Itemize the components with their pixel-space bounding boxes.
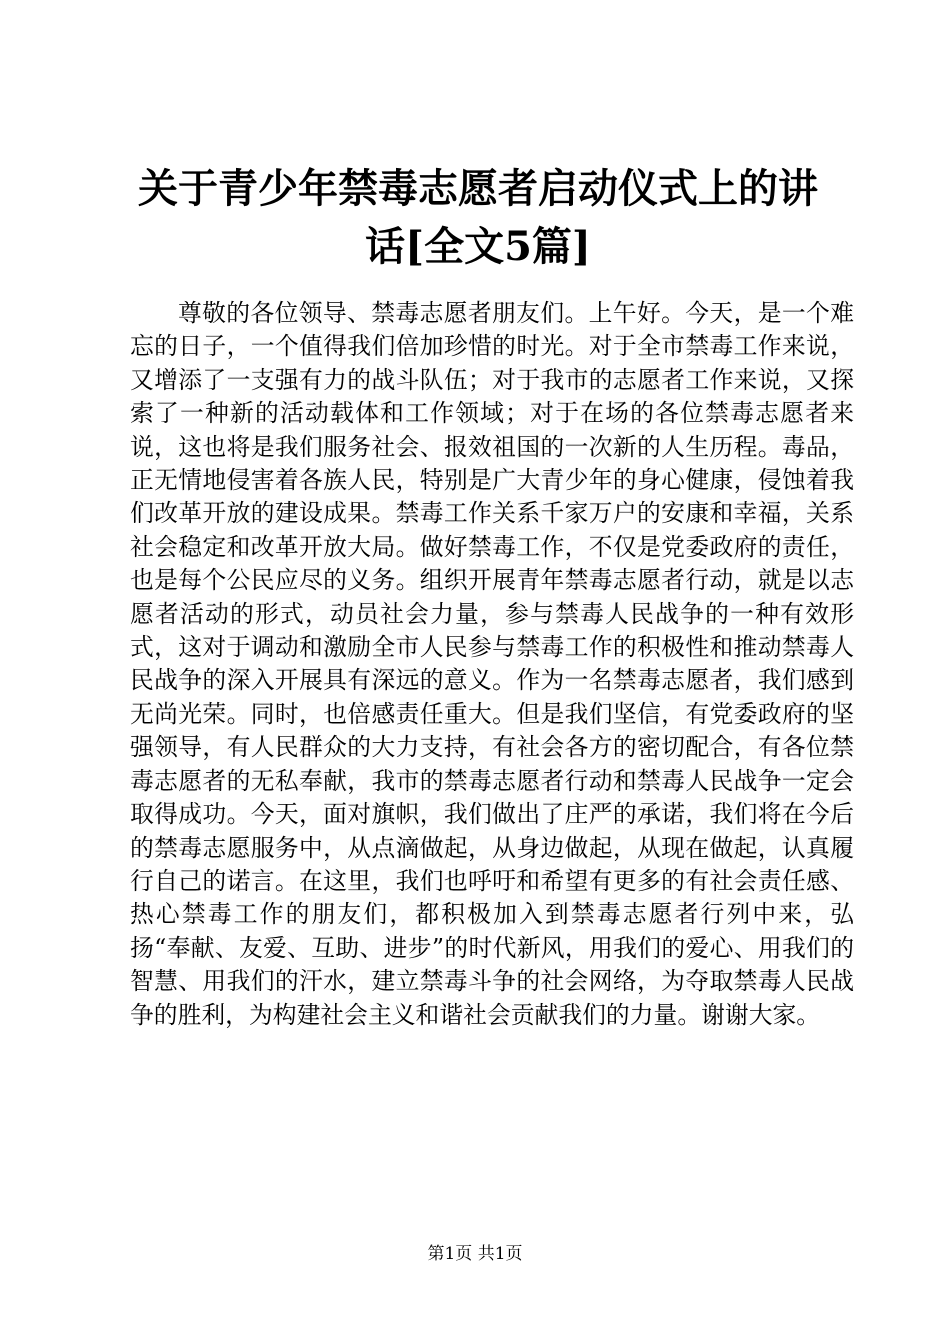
page-footer: 第1页 共1页 bbox=[427, 1244, 523, 1264]
body-paragraph: 尊敬的各位领导、禁毒志愿者朋友们。上午好。今天，是一个难忘的日子，一个值得我们倍加珍惜的时光。对于全市禁毒工作来说，又增添了一支强有力的战斗队伍；对于我市的志愿者工作来说，又探索了一种新的活动载体和工作领域；对于在场的各位禁毒志愿者来说，这也将是我们服务社会、报效祖国的一次新的人生历程。毒品，正无情地侵害着各族人民，特别是广大青少年的身心健康，侵蚀着我们改革开放的建设成果。禁毒工作关系千家万户的安康和幸福，关系社会稳定和改革开放大局。做好禁毒工作，不仅是党委政府的责任，也是每个公民应尽的义务。组织开展青年禁毒志愿者行动，就是以志愿者活动的形式，动员社会力量，参与禁毒人民战争的一种有效形式，这对于调动和激励全市人民参与禁毒工作的积极性和推动禁毒人民战争的深入开展具有深远的意义。作为一名禁毒志愿者，我们感到无尚光荣。同时，也倍感责任重大。但是我们坚信，有党委政府的坚强领导，有人民群众的大力支持，有社会各方的密切配合，有各位禁毒志愿者的无私奉献，我市的禁毒志愿者行动和禁毒人民战争一定会取得成功。今天，面对旗帜，我们做出了庄严的承诺，我们将在今后的禁毒志愿服务中，从点滴做起，从身边做起，从现在做起，认真履行自己的诺言。在这里，我们也呼吁和希望有更多的有社会责任感、热心禁毒工作的朋友们，都积极加入到禁毒志愿者行列中来，弘扬“奉献、友爱、互助、进步”的时代新风，用我们的爱心、用我们的智慧、用我们的汗水，建立禁毒斗争的社会网络，为夺取禁毒人民战争的胜利，为构建社会主义和谐社会贡献我们的力量。谢谢大家。 bbox=[130, 299, 854, 1029]
document-title: 关于青少年禁毒志愿者启动仪式上的讲话[全文5篇] bbox=[138, 165, 818, 270]
